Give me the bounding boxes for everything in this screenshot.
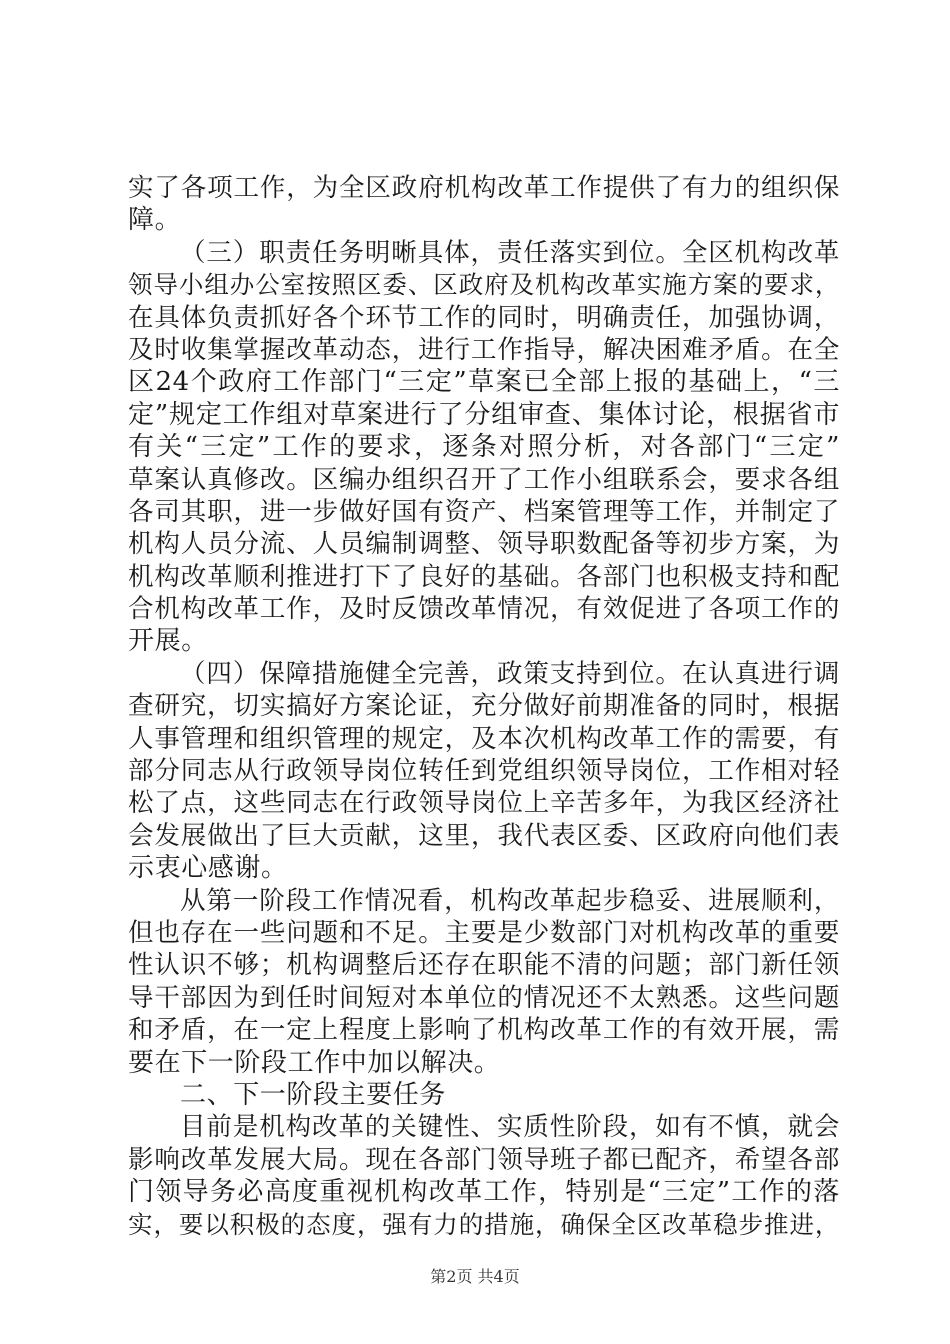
text-line: 性认识不够；机构调整后还存在职能不清的问题；部门新任领 (128, 950, 840, 981)
text-line: 机构改革顺利推进打下了良好的基础。各部门也积极支持和配 (128, 561, 840, 592)
text-line: 会发展做出了巨大贡献，这里，我代表区委、区政府向他们表 (128, 820, 840, 851)
text-line: 有关“三定”工作的要求，逐条对照分析，对各部门“三定” (128, 432, 840, 463)
text-line: 松了点，这些同志在行政领导岗位上辛苦多年，为我区经济社 (128, 788, 840, 819)
document-body (128, 172, 840, 1241)
paragraph-start-line: 从第一阶段工作情况看，机构改革起步稳妥、进展顺利， (180, 885, 840, 916)
text-line: 机构人员分流、人员编制调整、领导职数配备等初步方案，为 (128, 529, 840, 560)
text-line: 区24个政府工作部门“三定”草案已全部上报的基础上，“三 (128, 367, 840, 398)
text-line: 但也存在一些问题和不足。主要是少数部门对机构改革的重要 (128, 917, 840, 948)
text-line: 影响改革发展大局。现在各部门领导班子都已配齐，希望各部 (128, 1144, 840, 1175)
page-number-footer: 第2页 共4页 (430, 1267, 520, 1286)
text-line: 门领导务必高度重视机构改革工作，特别是“三定”工作的落 (128, 1177, 840, 1208)
text-line: 及时收集掌握改革动态，进行工作指导，解决困难矛盾。在全 (128, 334, 840, 365)
text-line: 实，要以积极的态度，强有力的措施，确保全区改革稳步推进， (128, 1209, 840, 1239)
section-heading: 二、下一阶段主要任务 (180, 1079, 447, 1110)
text-line: 要在下一阶段工作中加以解决。 (128, 1047, 501, 1078)
text-line: 人事管理和组织管理的规定，及本次机构改革工作的需要，有 (128, 723, 840, 754)
text-line: 障。 (128, 205, 182, 236)
text-line: 示衷心感谢。 (128, 853, 288, 884)
text-line: 和矛盾，在一定上程度上影响了机构改革工作的有效开展，需 (128, 1015, 840, 1046)
paragraph-start-line: （四）保障措施健全完善，政策支持到位。在认真进行调 (180, 658, 840, 689)
paragraph-start-line: 目前是机构改革的关键性、实质性阶段，如有不慎，就会 (180, 1112, 840, 1143)
text-line: 定”规定工作组对草案进行了分组审查、集体讨论，根据省市 (128, 399, 840, 430)
text-line: 领导小组办公室按照区委、区政府及机构改革实施方案的要求， (128, 270, 840, 300)
text-line: 查研究，切实搞好方案论证，充分做好前期准备的同时，根据 (128, 691, 840, 722)
text-line: 开展。 (128, 626, 208, 657)
paragraph-start-line: （三）职责任务明晰具体，责任落实到位。全区机构改革 (180, 237, 840, 268)
text-line: 导干部因为到任时间短对本单位的情况还不太熟悉。这些问题 (128, 982, 840, 1013)
text-line: 合机构改革工作，及时反馈改革情况，有效促进了各项工作的 (128, 594, 840, 625)
text-line: 各司其职，进一步做好国有资产、档案管理等工作，并制定了 (128, 496, 840, 527)
text-line: 在具体负责抓好各个环节工作的同时，明确责任，加强协调， (128, 302, 840, 333)
text-line: 部分同志从行政领导岗位转任到党组织领导岗位，工作相对轻 (128, 756, 840, 787)
text-line: 实了各项工作，为全区政府机构改革工作提供了有力的组织保 (128, 173, 840, 203)
text-line: 草案认真修改。区编办组织召开了工作小组联系会，要求各组 (128, 464, 840, 495)
